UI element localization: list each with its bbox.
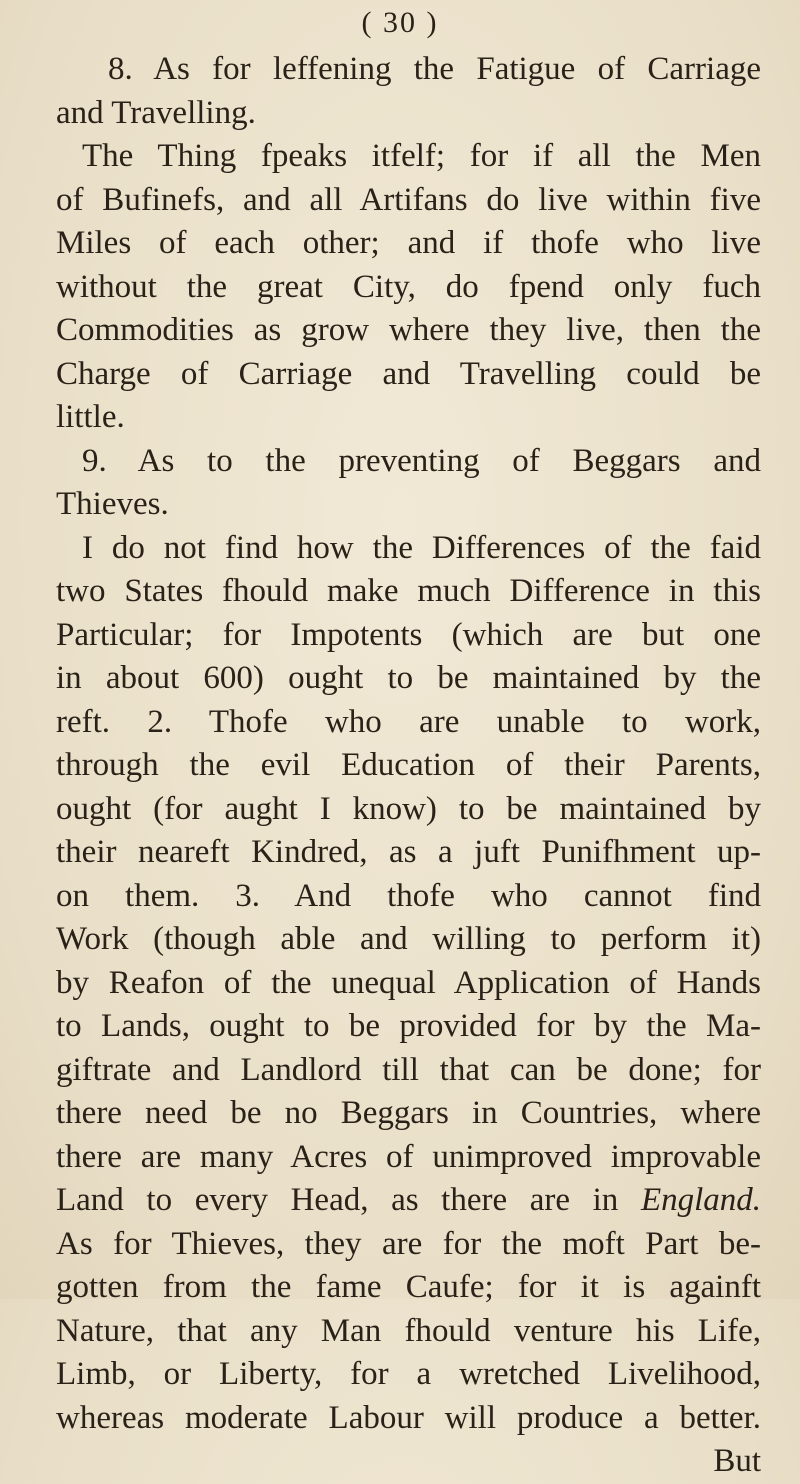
text-line: there need be no Beggars in Countries, where	[56, 1095, 761, 1131]
italic-word: England.	[640, 1182, 762, 1218]
text-line: Miles of each other; and if thofe who live	[56, 225, 761, 261]
text-line-with-italic	[56, 1179, 761, 1223]
text-line: Nature, that any Man fhould venture his Life,	[56, 1312, 761, 1349]
catchword: But	[713, 1443, 761, 1479]
text-line: little.	[56, 399, 125, 435]
text-line: on them. 3. And thofe who cannot find	[56, 877, 761, 914]
text-line: 9. As to the preventing of Beggars and	[82, 442, 761, 479]
text-line: Particular; for Impotents (which are but one	[56, 616, 761, 653]
text-line: The Thing fpeaks itfelf; for if all the Men	[82, 138, 761, 174]
text-line-start: Land to every Head, as there are in	[56, 1182, 619, 1218]
text-line: by Reafon of the unequal Application of Hands	[56, 964, 761, 1001]
text-line: gotten from the fame Caufe; for it is againft	[56, 1269, 761, 1305]
text-line: in about 600) ought to be maintained by the	[56, 660, 761, 696]
text-line: 8. As for leffening the Fatigue of Carriage	[108, 51, 761, 87]
text-line: Commodities as grow where they live, then the	[56, 312, 761, 348]
text-line: ought (for aught I know) to be maintained by	[56, 790, 761, 827]
text-line: to Lands, ought to be provided for by the Ma-	[56, 1008, 761, 1044]
text-line: whereas moderate Labour will produce a better.	[56, 1399, 761, 1436]
text-line: there are many Acres of unimproved improvable	[56, 1138, 761, 1175]
text-line: without the great City, do fpend only fuch	[56, 268, 761, 305]
text-line: two States fhould make much Difference in this	[56, 573, 761, 609]
text-line: giftrate and Landlord till that can be done; for	[56, 1051, 761, 1088]
body-text	[56, 48, 761, 1484]
text-line: and Travelling.	[56, 94, 256, 131]
text-line: Limb, or Liberty, for a wretched Livelihood,	[56, 1356, 761, 1392]
text-line: through the evil Education of their Parents,	[56, 747, 761, 783]
text-line: I do not find how the Differences of the faid	[82, 529, 761, 566]
page-number: ( 30 )	[361, 6, 439, 39]
text-line: their neareft Kindred, as a juft Punifhment up-	[56, 834, 761, 870]
text-line: Charge of Carriage and Travelling could be	[56, 355, 761, 392]
text-line: Thieves.	[56, 486, 169, 522]
text-line: reft. 2. Thofe who are unable to work,	[56, 703, 761, 740]
text-line: of Bufinefs, and all Artifans do live within five	[56, 181, 761, 218]
text-line: Work (though able and willing to perform it)	[56, 921, 761, 957]
text-line: As for Thieves, they are for the moft Part be-	[56, 1225, 761, 1262]
